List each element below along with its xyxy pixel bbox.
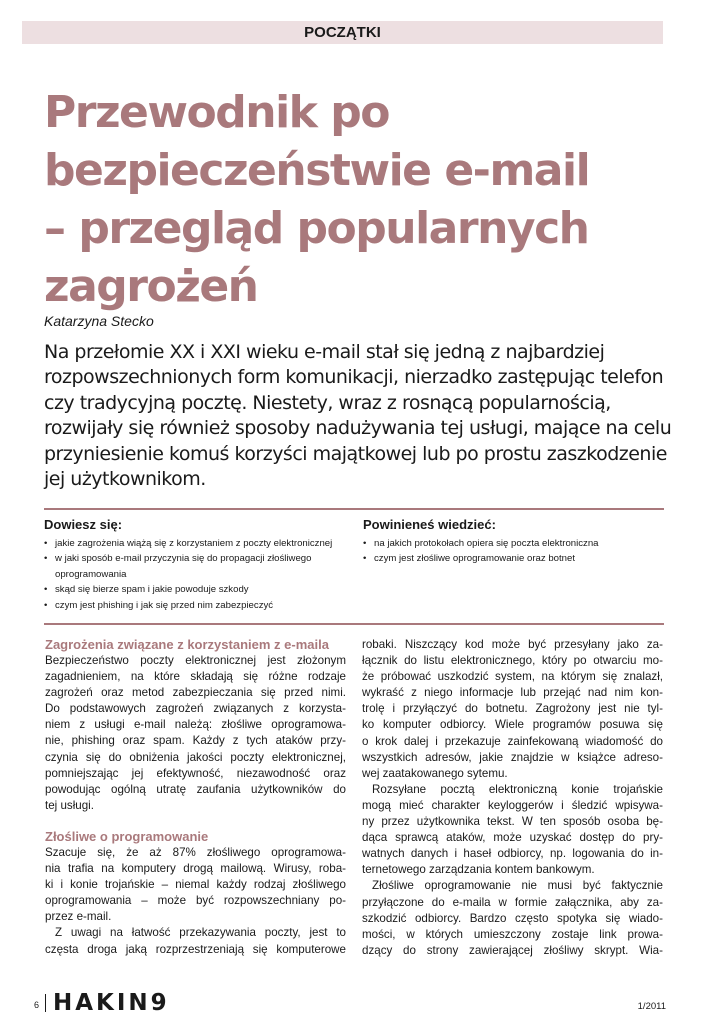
text-line: dzący do strony zawierającej złośliwy skrypt. Wia- bbox=[362, 943, 663, 957]
text-line: niem z usługi e-mail należą: złośliwe oprogramowa- bbox=[45, 718, 346, 732]
text-line: wej zaatakowanego sytemu. bbox=[362, 766, 508, 780]
lead-line: jej użytkownikom. bbox=[44, 468, 206, 491]
section-heading: Złośliwe o programowanie bbox=[45, 828, 209, 844]
text-line: czynia się do obniżenia jakości poczty elektronicznej, bbox=[45, 750, 346, 764]
left-column bbox=[45, 637, 346, 958]
text-line: Rozsyłane pocztą elektroniczną konie trojańskie bbox=[372, 782, 663, 796]
text-line: trolę i przyłączyć do botnetu. Zagrożony jest nie tyl- bbox=[362, 702, 663, 716]
list-item-text: • na jakich protokołach opiera się poczta elektroniczna bbox=[374, 538, 599, 549]
prerequisites-list bbox=[363, 536, 663, 567]
list-item bbox=[44, 582, 354, 597]
text-line: ny przez użytkownika tekst. W ten sposób osoba bę- bbox=[362, 815, 663, 829]
text-line: robaki. Niszczący kod może być przesyłany jako za- bbox=[362, 638, 663, 651]
author-name: Katarzyna Stecko bbox=[44, 313, 154, 329]
text-line: watnych danych i haseł odbiorcy, np. logowania do in- bbox=[362, 847, 663, 861]
list-item-text: oprogramowania bbox=[55, 568, 127, 580]
magazine-logo: HAKIN9 bbox=[53, 990, 170, 1016]
text-line: Szacuje się, że aż 87% złośliwego oprogramowa- bbox=[45, 845, 346, 859]
lead-line: Na przełomie XX i XXI wieku e-mail stał się jedną z najbardziej bbox=[44, 341, 605, 363]
text-line: Z uwagi na łatwość przekazywania poczty, jest to bbox=[55, 926, 346, 940]
box-top-rule bbox=[44, 508, 664, 510]
text-line: nie, phishing oraz spam. Każdy z tych ataków przy- bbox=[45, 734, 346, 748]
text-line: zagrożeń oraz metod zabezpieczania się przed nimi. bbox=[45, 686, 346, 700]
text-line: przez e-mail. bbox=[45, 910, 112, 924]
text-line: mogą mieć charakter keyloggerów i śledzić wpisywa- bbox=[362, 798, 663, 812]
learn-list bbox=[44, 536, 354, 613]
list-item-text: • czym jest phishing i jak się przed nim zabezpieczyć bbox=[55, 599, 274, 611]
text-line: że próbować uszkodzić system, na którym się znalazł, bbox=[362, 670, 663, 684]
text-line: ki i konie trojańskie – niemal każdy rodzaj złośliwego bbox=[45, 878, 346, 892]
footer-divider bbox=[45, 994, 46, 1012]
issue-number: 1/2011 bbox=[637, 1001, 666, 1012]
text-line: o krok dalej i przekazuje zainfekowaną wiadomość do bbox=[362, 734, 663, 748]
lead-paragraph bbox=[44, 340, 684, 492]
title-line: zagrożeń bbox=[44, 261, 258, 312]
text-line: wykraść z niego informacje lub przejąć nad nim kon- bbox=[362, 686, 663, 700]
list-item bbox=[363, 551, 663, 566]
text-line: tej usługi. bbox=[45, 798, 94, 812]
article-title bbox=[44, 84, 684, 316]
text-line: nia trafia na komputery drogą mailową. Wirusy, roba- bbox=[45, 862, 346, 876]
text-line: pomniejszając jej efektywność, niezawodność oraz bbox=[45, 766, 346, 780]
body-paragraph bbox=[362, 782, 663, 879]
list-item-text: • skąd się bierze spam i jakie powoduje szkody bbox=[55, 584, 249, 596]
prerequisites-heading: Powinieneś wiedzieć: bbox=[363, 517, 496, 532]
text-line: ternetowego zarządzania kontem bankowym. bbox=[362, 863, 595, 877]
text-line: dąca sprawcą ataków, może uzyskać dostęp do pry- bbox=[362, 831, 663, 845]
list-item bbox=[363, 536, 663, 551]
list-item-text: • czym jest złośliwe oprogramowanie oraz botnet bbox=[374, 553, 576, 565]
learn-box bbox=[44, 517, 354, 613]
section-label: POCZĄTKI bbox=[22, 21, 663, 44]
lead-line: rozpowszechnionych form komunikacji, nierzadko zastępując telefon bbox=[44, 366, 664, 389]
title-line: – przegląd popularnych bbox=[44, 203, 589, 254]
title-line: bezpieczeństwie e-mail bbox=[44, 145, 590, 196]
learn-heading: Dowiesz się: bbox=[44, 517, 123, 532]
text-line: Złośliwe oprogramowanie nie musi być faktycznie bbox=[372, 879, 663, 893]
body-paragraph bbox=[362, 878, 663, 958]
text-line: oprogramowania – może być rozpowszechniany po- bbox=[45, 894, 346, 908]
body-paragraph bbox=[362, 637, 663, 782]
text-line: mości, w których umieszczony zostaje link prowa- bbox=[362, 927, 663, 941]
text-line: szkodzić odbiorcy. Bardzo często spotyka się wiado- bbox=[362, 911, 663, 925]
list-item bbox=[44, 598, 354, 613]
prerequisites-box bbox=[363, 517, 663, 567]
body-paragraph bbox=[45, 845, 346, 925]
text-line: powodując ogólną utratę zaufania użytkowników do bbox=[45, 782, 346, 796]
lead-line: rozwijały się również sposoby nadużywania tej usługi, mające na celu bbox=[44, 417, 672, 440]
right-column bbox=[362, 637, 663, 959]
text-line: przyłączone do e-maila w formie załącznika, aby za- bbox=[362, 895, 663, 909]
section-heading: Zagrożenia związane z korzystaniem z e-maila bbox=[45, 637, 329, 652]
page-number: 6 bbox=[34, 1000, 40, 1010]
lead-line: przyniesienie komuś korzyści majątkowej lub po prostu zaszkodzenie bbox=[44, 442, 667, 465]
text-line: Do podstawowych zagrożeń związanych z korzysta- bbox=[45, 702, 346, 716]
title-line: Przewodnik po bbox=[44, 87, 389, 138]
text-line: łącznik do listu elektronicznego, który po otwarciu mo- bbox=[362, 654, 663, 668]
box-bottom-rule bbox=[44, 623, 664, 625]
text-line: ko komputer odbiorcy. Wiele programów posuwa się bbox=[362, 718, 663, 732]
text-line: Bezpieczeństwo poczty elektronicznej jest złożonym bbox=[45, 654, 346, 667]
list-item bbox=[44, 536, 354, 551]
list-item-text: • w jaki sposób e-mail przyczynia się do propagacji złośliwego bbox=[55, 553, 312, 565]
text-line: wszystkich adresów, jakie znajdzie w książce adreso- bbox=[362, 750, 663, 764]
text-line: częsta droga jaką rozprzestrzeniają się komputerowe bbox=[45, 942, 346, 956]
body-paragraph bbox=[45, 925, 346, 957]
body-paragraph bbox=[45, 653, 346, 814]
text-line: zagadnieniem, na które składają się różne rodzaje bbox=[45, 670, 346, 684]
list-item bbox=[44, 551, 354, 582]
lead-line: czy tradycyjną pocztę. Niestety, wraz z rosnącą popularnością, bbox=[44, 391, 611, 414]
list-item-text: • jakie zagrożenia wiążą się z korzystaniem z poczty elektronicznej bbox=[55, 538, 333, 549]
